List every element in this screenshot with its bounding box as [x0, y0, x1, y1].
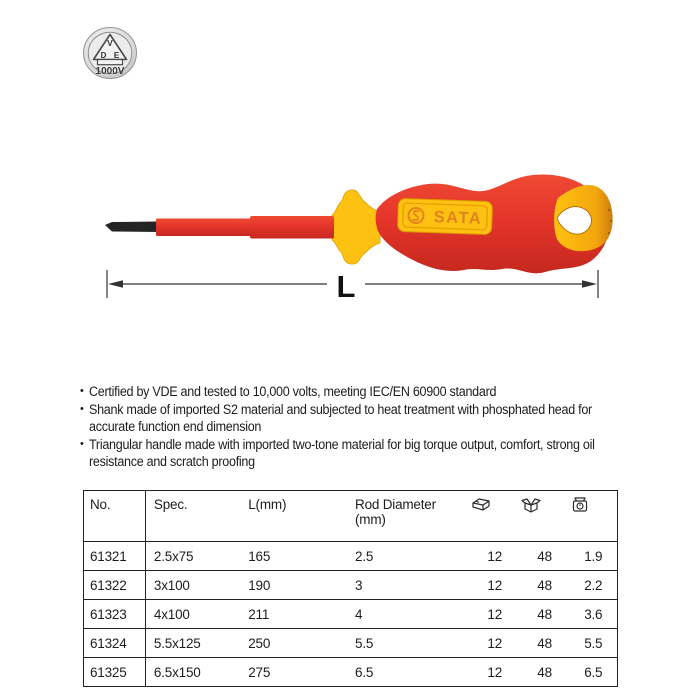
feature-item	[80, 436, 690, 471]
cell-length: 190	[242, 571, 345, 600]
feature-bullet: •	[80, 437, 84, 450]
cell-carton-qty: 48	[520, 571, 570, 600]
feature-line: Shank made of imported S2 material and subjected to heat treatment with phosphated head for	[89, 401, 592, 417]
feature-item	[80, 401, 690, 436]
screwdriver-collar	[332, 190, 380, 264]
table-row	[84, 571, 618, 600]
col-header-weight	[570, 491, 618, 542]
cell-no: 61323	[84, 600, 146, 629]
table-row	[84, 600, 618, 629]
table-header-row	[84, 491, 618, 542]
feature-bullet: •	[80, 402, 84, 415]
col-header-inner-pack	[470, 491, 520, 542]
cell-rod-diameter: 4	[345, 600, 470, 629]
cell-carton-qty: 48	[520, 629, 570, 658]
cell-carton-qty: 48	[537, 664, 552, 680]
table-row	[84, 629, 618, 658]
cell-inner-pack-qty: 12	[470, 542, 520, 571]
cell-inner-pack-qty: 12	[470, 571, 520, 600]
feature-line: resistance and scratch proofing	[89, 454, 255, 469]
brand-text: SATA	[433, 208, 483, 228]
cell-rod-diameter: 5.5	[345, 629, 470, 658]
cell-length: 165	[242, 542, 345, 571]
col-header-rod-diameter: Rod Diameter (mm)	[345, 491, 470, 542]
feature-line: Certified by VDE and tested to 10,000 volts, meeting IEC/EN 60900 standard	[89, 384, 497, 399]
dimension-label: L	[336, 269, 356, 304]
col-header-spec: Spec.	[145, 491, 242, 542]
feature-item	[80, 383, 690, 401]
cell-rod-diameter: 6.5	[355, 664, 374, 680]
cell-spec: 3x100	[145, 571, 242, 600]
cell-length: 211	[242, 600, 345, 629]
cell-rod-diameter: 3	[345, 571, 470, 600]
cell-no: 61322	[84, 571, 146, 600]
vde-letter-e: E	[113, 50, 120, 60]
inner-box-icon	[470, 495, 492, 513]
cell-rod-diameter: 2.5	[345, 542, 470, 571]
cell-spec: 4x100	[145, 600, 242, 629]
cell-length: 275	[248, 664, 271, 680]
screwdriver-shaft	[156, 219, 254, 237]
spec-table	[83, 490, 618, 687]
screwdriver-tip	[105, 222, 158, 233]
carton-box-icon	[520, 495, 542, 513]
cell-no: 61324	[84, 629, 146, 658]
col-header-no: No.	[84, 491, 146, 542]
feature-bullet: •	[80, 385, 84, 397]
vde-letter-d: D	[100, 50, 107, 60]
cell-carton-qty: 48	[520, 542, 570, 571]
cell-no: 61321	[84, 542, 146, 571]
vde-voltage-label: 1000V	[95, 66, 125, 77]
feature-line: accurate function end dimension	[89, 419, 262, 434]
vde-1000v-badge-icon	[82, 26, 138, 80]
cell-spec: 6.5x150	[153, 664, 201, 680]
cell-carton-qty: 48	[520, 600, 570, 629]
table-row	[84, 542, 618, 571]
cell-inner-pack-qty: 12	[487, 664, 503, 680]
col-header-carton	[520, 491, 570, 542]
cell-weight: 2.2	[570, 571, 618, 600]
screwdriver-shaft-step	[250, 216, 334, 239]
col-header-length: L(mm)	[242, 491, 345, 542]
weight-scale-icon	[570, 495, 590, 513]
cell-weight: 6.5	[584, 664, 603, 680]
cell-weight: 3.6	[570, 600, 618, 629]
cell-weight: 5.5	[570, 629, 618, 658]
cell-spec: 5.5x125	[145, 629, 242, 658]
features-list	[80, 383, 690, 471]
cell-no: 61325	[84, 658, 146, 687]
feature-line: Triangular handle made with imported two-tone material for big torque output, comfort, strong oil	[89, 436, 595, 452]
brand-label	[397, 198, 492, 234]
cell-inner-pack-qty: 12	[470, 600, 520, 629]
screwdriver-illustration	[80, 155, 620, 305]
table-row	[84, 658, 618, 687]
cell-weight: 1.9	[570, 542, 618, 571]
cell-length: 250	[242, 629, 345, 658]
cell-spec: 2.5x75	[145, 542, 242, 571]
vde-letter-v: V	[107, 38, 113, 48]
cell-inner-pack-qty: 12	[470, 629, 520, 658]
